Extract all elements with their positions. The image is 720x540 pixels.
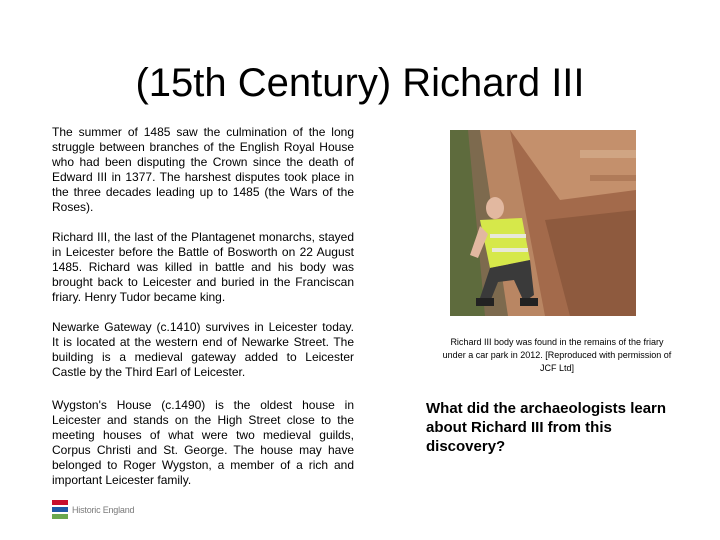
logo-text: Historic England	[72, 505, 135, 515]
paragraph-wars-of-roses: The summer of 1485 saw the culmination of the long struggle between branches of the English Royal House who had been disputing the Crown since the death of Edward III in 1377. The harshest disputes took place in the three decades leading up to 1485 (the Wars of the Roses).	[52, 125, 354, 214]
paragraph-wygstons-house: Wygston's House (c.1490) is the oldest house in Leicester and stands on the High Street close to the meeting houses of what were two medieval guilds, Corpus Christi and St. George. The house may have belonged to Roger Wygston, a member of a rich and important Leicester family.	[52, 398, 354, 487]
excavation-illustration	[450, 130, 636, 316]
discussion-question: What did the archaeologists learn about Richard III from this discovery?	[426, 400, 667, 455]
historic-england-logo-icon	[52, 500, 68, 520]
photo-caption: Richard III body was found in the remains of the friary under a car park in 2012. [Reproduced with permission of JCF Ltd]	[442, 337, 672, 373]
historic-england-logo	[52, 500, 134, 520]
excavation-photo	[450, 130, 636, 316]
paragraph-newarke-gateway: Newarke Gateway (c.1410) survives in Leicester today. It is located at the western end of Newarke Street. The building is a medieval gateway added to Leicester Castle by the Third Earl of Leicester.	[52, 320, 354, 379]
paragraph-richard-iii: Richard III, the last of the Plantagenet monarchs, stayed in Leicester before the Battle of Bosworth on 22 August 1485. Richard was killed in battle and his body was brought back to Leicester and buried in the Franciscan friary. Henry Tudor became king.	[52, 230, 354, 304]
slide-title: (15th Century) Richard III	[135, 61, 585, 105]
